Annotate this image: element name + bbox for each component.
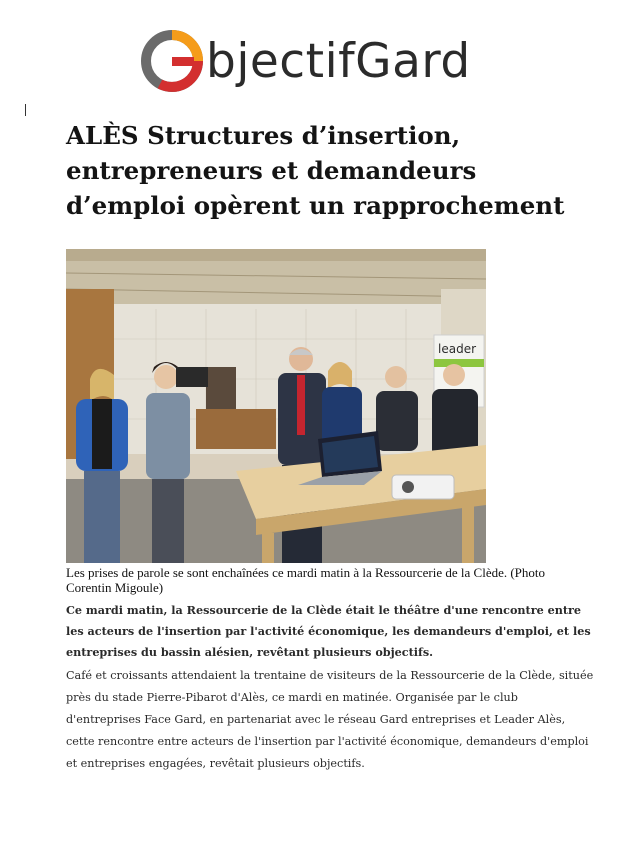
article-headline: ALÈS Structures d’insertion, entrepreneurs et demandeurs d’emploi opèrent un rapprochement (66, 121, 565, 220)
text-cursor (25, 104, 26, 116)
article-body: Café et croissants attendaient la trentaine de visiteurs de la Ressourcerie de la Clède, située près du stade Pierre-Pibarot d'Alès, ce mardi en matinée. Organisée par le club d'entreprises Face Gard, en partenariat avec le réseau Gard entreprises et Leader Alès, cette rencontre entre acteurs de l'insertion par l'activité économique, demandeurs d'emploi et entreprises engagées, revêtait plusieurs objectifs. (66, 669, 594, 770)
objectifgard-logo[interactable] (140, 26, 510, 96)
projector (392, 475, 454, 499)
camera-operator (176, 367, 208, 387)
leader-sign: leader (438, 342, 477, 356)
article-lead: Ce mardi matin, la Ressourcerie de la Clède était le théâtre d'une rencontre entre les acteurs de l'insertion par l'activité économique, les demandeurs d'emploi, et les entreprises du bassin alésien, revêtant plusieurs objectifs. (66, 603, 591, 659)
objectifgard-logo-icon (140, 29, 204, 93)
article-photo (66, 249, 486, 563)
logo-wordmark: bjectifGard (206, 33, 471, 89)
photo-caption: Les prises de parole se sont enchaînées ce mardi matin à la Ressourcerie de la Clède. (Photo Corentin Migoule) (66, 565, 546, 595)
